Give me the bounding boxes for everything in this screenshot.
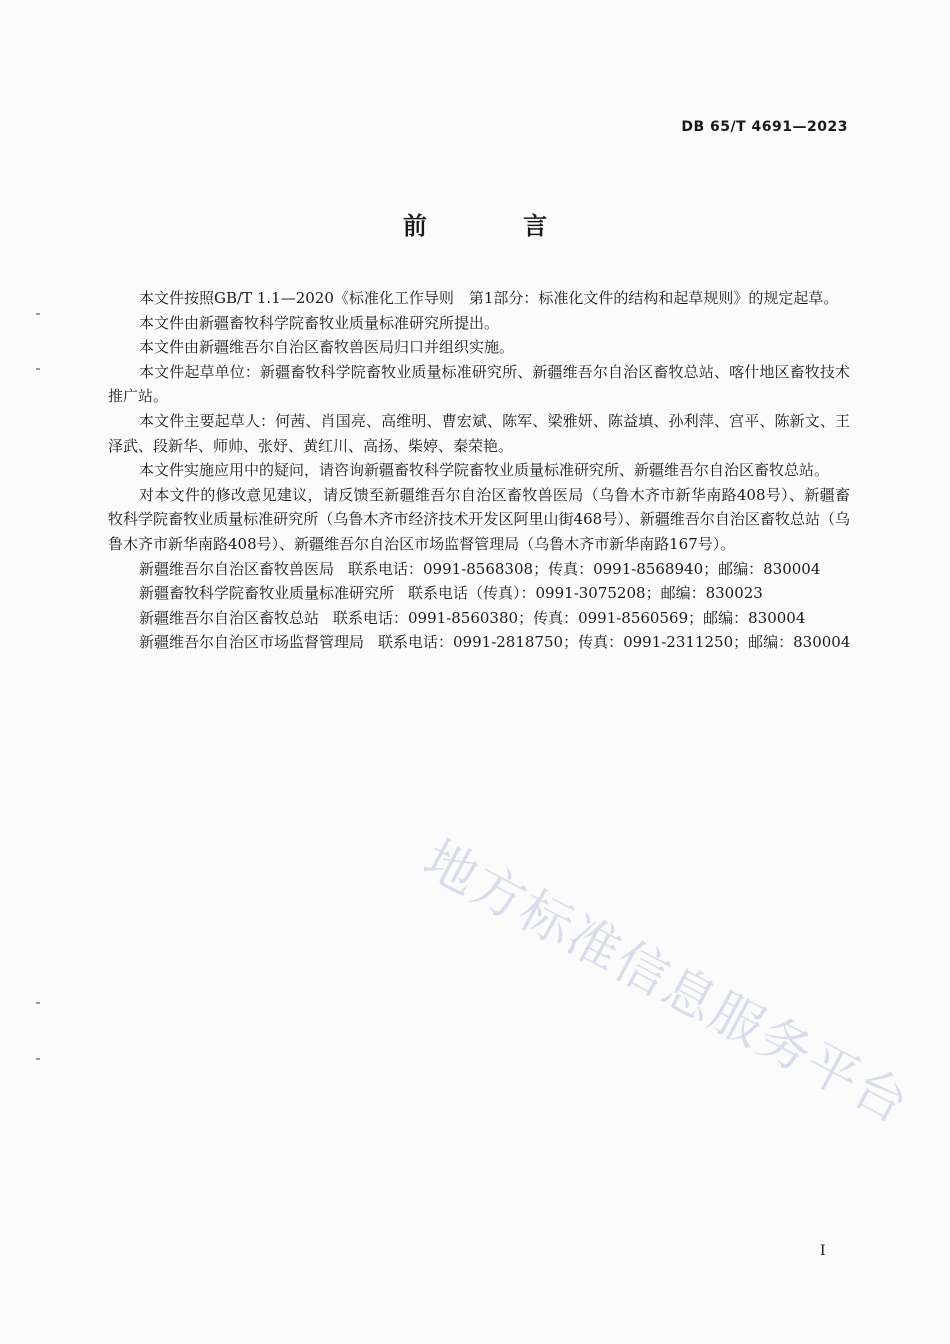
scan-speck: [36, 368, 40, 370]
contact-org: 新疆维吾尔自治区市场监督管理局: [139, 633, 365, 652]
paragraph: 本文件由新疆维吾尔自治区畜牧兽医局归口并组织实施。: [139, 338, 515, 357]
preface-body: [108, 286, 850, 655]
contact-line: [108, 630, 850, 655]
contact-info: 联系电话：0991-8560380；传真：0991-8560569；邮编：830004: [333, 608, 806, 627]
paragraph: 本文件主要起草人：何茜、肖国亮、高维明、曹宏斌、陈军、梁雅妍、陈益填、孙利萍、宫平、陈新文、王泽武、段新华、师帅、张妤、黄红川、高扬、柴婷、秦荣艳。: [108, 411, 850, 455]
contact-org: 新疆维吾尔自治区畜牧兽医局: [139, 559, 335, 578]
page-title: 前 言: [402, 212, 592, 240]
scan-speck: [36, 1002, 40, 1004]
contact-list: [108, 557, 850, 655]
paragraph: 本文件实施应用中的疑问，请咨询新疆畜牧科学院畜牧业质量标准研究所、新疆维吾尔自治区畜牧总站。: [139, 461, 830, 480]
contact-line: [108, 606, 850, 631]
page-number: I: [820, 1243, 826, 1259]
scan-speck: [36, 313, 40, 315]
contact-info: 联系电话：0991-8568308；传真：0991-8568940；邮编：830004: [348, 559, 821, 578]
document-code: DB 65/T 4691—2023: [681, 119, 848, 135]
paragraph: 对本文件的修改意见建议，请反馈至新疆维吾尔自治区畜牧兽医局（乌鲁木齐市新华南路408号）、新疆畜牧科学院畜牧业质量标准研究所（乌鲁木齐市经济技术开发区阿里山街468号）、新疆维吾尔自治区畜牧总站（乌鲁木齐市新华南路408号）、新疆维吾尔自治区市场监督管理局（乌鲁木齐市新华南路167号）。: [108, 485, 850, 553]
contact-line: [108, 581, 850, 606]
contact-line: [108, 557, 850, 582]
contact-org: 新疆畜牧科学院畜牧业质量标准研究所: [139, 584, 395, 603]
contact-info: 联系电话：0991-2818750；传真：0991-2311250；邮编：830004: [378, 633, 851, 652]
watermark: 地方标准信息服务平台: [413, 829, 919, 1136]
scan-speck: [36, 1058, 40, 1060]
paragraph: 本文件按照GB/T 1.1—2020《标准化工作导则 第1部分：标准化文件的结构和起草规则》的规定起草。: [139, 289, 839, 307]
contact-info: 联系电话（传真）：0991-3075208；邮编：830023: [408, 584, 763, 603]
contact-org: 新疆维吾尔自治区畜牧总站: [139, 608, 320, 627]
paragraph: 本文件由新疆畜牧科学院畜牧业质量标准研究所提出。: [139, 313, 500, 332]
paragraph: 本文件起草单位：新疆畜牧科学院畜牧业质量标准研究所、新疆维吾尔自治区畜牧总站、喀什地区畜牧技术推广站。: [108, 362, 850, 406]
